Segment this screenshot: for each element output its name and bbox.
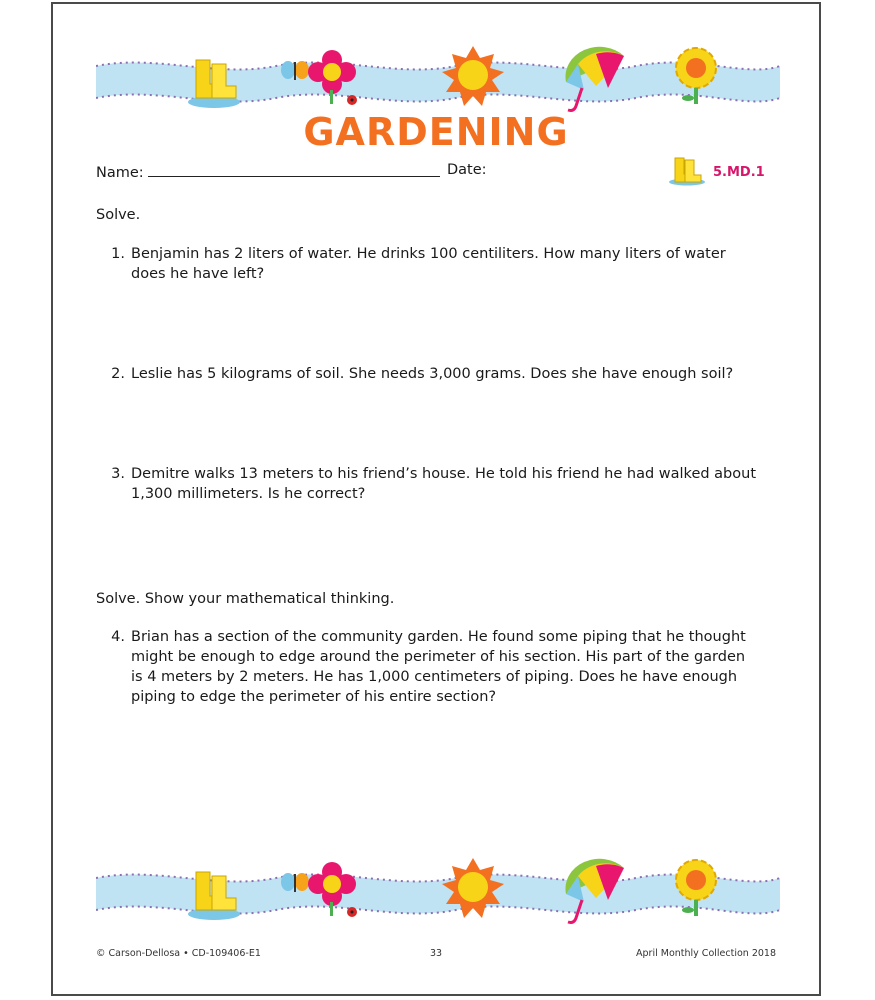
butterfly-icon bbox=[281, 61, 309, 80]
footer-copyright: © Carson-Dellosa • CD-109406-E1 bbox=[96, 948, 261, 959]
name-label: Name: bbox=[96, 165, 144, 181]
decorative-banner-top bbox=[96, 46, 780, 118]
decorative-banner-bottom bbox=[96, 858, 780, 930]
standard-code: 5.MD.1 bbox=[713, 165, 765, 180]
instruction-solve: Solve. bbox=[96, 207, 141, 223]
ladybug-icon bbox=[347, 95, 357, 105]
page-title: GARDENING bbox=[303, 110, 569, 154]
name-line[interactable] bbox=[148, 162, 440, 177]
butterfly-icon bbox=[281, 873, 309, 892]
question-number: 4. bbox=[111, 629, 125, 645]
date-field-row bbox=[447, 162, 487, 178]
instruction-show-thinking: Solve. Show your mathematical thinking. bbox=[96, 591, 395, 607]
footer-page-number: 33 bbox=[429, 948, 443, 959]
question-text: Benjamin has 2 liters of water. He drinks 100 centiliters. How many liters of water does he have left? bbox=[131, 246, 726, 282]
ladybug-icon bbox=[347, 907, 357, 917]
rain-boots-icon bbox=[667, 154, 707, 186]
question-text: Leslie has 5 kilograms of soil. She needs 3,000 grams. Does she have enough soil? bbox=[131, 366, 734, 382]
footer-collection: April Monthly Collection 2018 bbox=[636, 948, 776, 959]
name-field-row bbox=[96, 162, 440, 181]
question-text: Brian has a section of the community garden. He found some piping that he thought might be enough to edge around the perimeter of his section. His part of the garden is 4 meters by 2 meters. He has 1,000 centimeters of piping. Does he have enough piping to edge the perimeter of his entire section? bbox=[131, 629, 746, 705]
question-number: 3. bbox=[111, 466, 125, 482]
question-number: 1. bbox=[111, 246, 125, 262]
question-text: Demitre walks 13 meters to his friend’s house. He told his friend he had walked about 1,300 millimeters. Is he correct? bbox=[131, 466, 757, 502]
worksheet-page bbox=[51, 2, 821, 996]
date-label: Date: bbox=[447, 162, 487, 178]
question-number: 2. bbox=[111, 366, 125, 382]
